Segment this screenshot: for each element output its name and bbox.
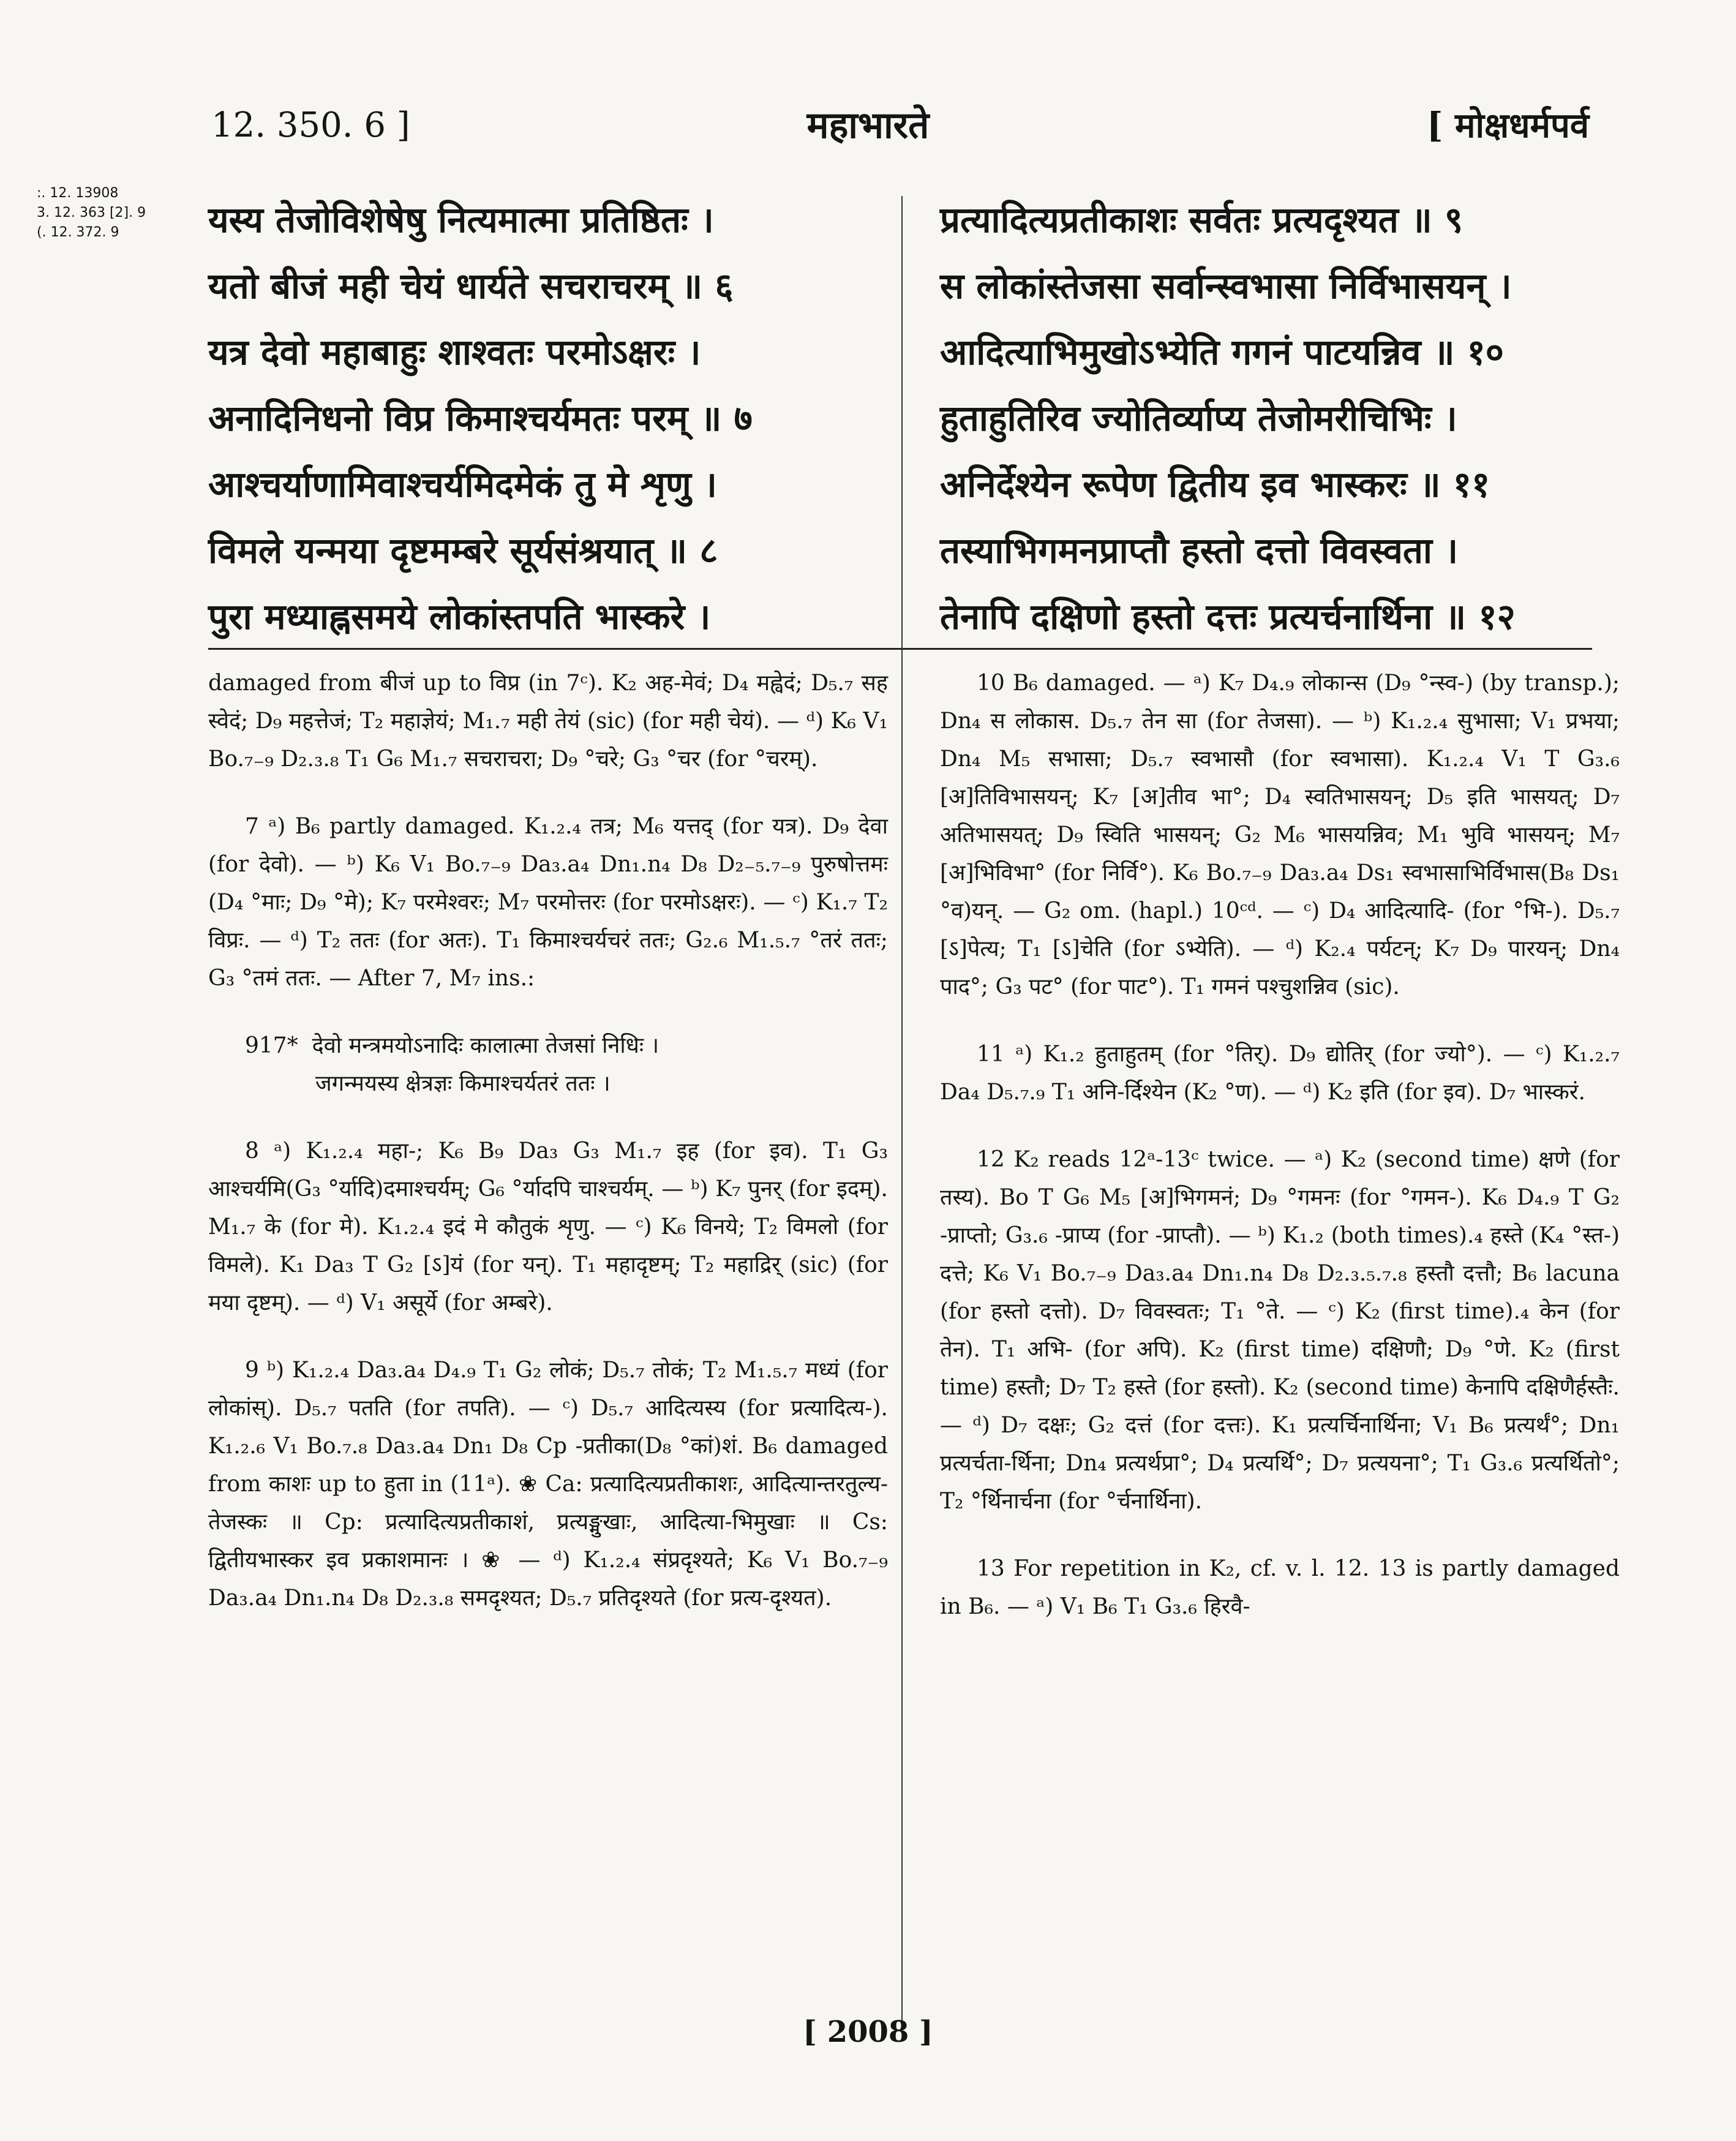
apparatus-note: 7 ᵃ) B₆ partly damaged. K₁.₂.₄ तत्र; M₆ यत्तद् (for यत्र). D₉ देवा (for देवो). — ᵇ) K₆ V₁ Bo.₇₋₉ Da₃.a₄ Dn₁.n₄ D₈ D₂₋₅.₇₋₉ पुरुषोत्तमः (D₄ °माः; D₉ °मे); K₇ परमेश्वरः; M₇ परमोत्तरः (for परमोऽक्षरः). — ᶜ) K₁.₇ T₂ विप्रः. — ᵈ) T₂ ततः (for अतः). T₁ किमाश्चर्यचरं ततः; G₂.₆ M₁.₅.₇ °तरं ततः; G₃ °तमं ततः. — After 7, M₇ ins.: [208, 814, 888, 991]
horizontal-divider [208, 648, 1592, 650]
inserted-passage [245, 1027, 888, 1103]
verse-line: आदित्याभिमुखोऽभ्येति गगनं पाटयन्निव ॥ १० [940, 331, 1504, 373]
margin-reference: (. 12. 372. 9 [37, 225, 119, 240]
insertion-line: जगन्मयस्य क्षेत्रज्ञः किमाश्चर्यतरं ततः । [315, 1071, 611, 1096]
margin-reference: :. 12. 13908 [37, 186, 119, 201]
apparatus-note: 10 B₆ damaged. — ᵃ) K₇ D₄.₉ लोकान्स (D₉ °न्स्व-) (by transp.); Dn₄ स लोकास. D₅.₇ तेन सा (for तेजसा). — ᵇ) K₁.₂.₄ सुभासा; V₁ प्रभया; Dn₄ M₅ सभासा; D₅.₇ स्वभासौ (for स्वभासा). K₁.₂.₄ V₁ T G₃.₆ [अ]तिविभासयन्; K₇ [अ]तीव भा°; D₄ स्वतिभासयन्; D₅ इति भासयत्; D₇ अतिभासयत्; D₉ स्विति भासयन्; G₂ M₆ भासयन्निव; M₁ भुवि भासयन्; M₇ [अ]भिविभा° (for निर्वि°). K₆ Bo.₇₋₉ Da₃.a₄ Ds₁ स्वभासाभिर्विभास(B₈ Ds₁ °व)यन्. — G₂ om. (hapl.) 10ᶜᵈ. — ᶜ) D₄ आदित्यादि- (for °भि-). D₅.₇ [ऽ]पेत्य; T₁ [ऽ]चेति (for ऽभ्येति). — ᵈ) K₂.₄ पर्यटन्; K₇ D₉ पारयन्; Dn₄ पाद°; G₃ पट° (for पाट°). T₁ गमनं पश्चुशन्निव (sic). [940, 671, 1620, 999]
apparatus-note: 13 For repetition in K₂, cf. v. l. 12. 13 is partly damaged in B₆. — ᵃ) V₁ B₆ T₁ G₃.₆ हिरवै- [940, 1556, 1620, 1619]
insertion-line: देवो मन्त्रमयोऽनादिः कालात्मा तेजसां निधिः । [312, 1033, 659, 1058]
column-divider [901, 196, 903, 2027]
apparatus-column-left [208, 664, 888, 1647]
verse-line: हुताहुतिरिव ज्योतिर्व्याप्य तेजोमरीचिभिः । [940, 397, 1457, 439]
verse-line: यतो बीजं मही चेयं धार्यते सचराचरम् ॥ ६ [208, 265, 734, 307]
verse-line: अनिर्देश्येन रूपेण द्वितीय इव भास्करः ॥ ११ [940, 464, 1490, 505]
verse-line: यत्र देवो महाबाहुः शाश्वतः परमोऽक्षरः । [208, 331, 701, 373]
apparatus-note: 8 ᵃ) K₁.₂.₄ महा-; K₆ B₉ Da₃ G₃ M₁.₇ इह (for इव). T₁ G₃ आश्चर्यमि(G₃ °र्यादि)दमाश्चर्यम्; G₆ °र्यादपि चाश्चर्यम्. — ᵇ) K₇ पुनर् (for इदम्). M₁.₇ के (for मे). K₁.₂.₄ इदं मे कौतुकं शृणु. — ᶜ) K₆ विनये; T₂ विमलो (for विमले). K₁ Da₃ T G₂ [ऽ]यं (for यन्). T₁ महादृष्टम्; T₂ महाद्रिर् (sic) (for मया दृष्टम्). — ᵈ) V₁ असूर्ये (for अम्बरे). [208, 1138, 888, 1315]
apparatus-note: 9 ᵇ) K₁.₂.₄ Da₃.a₄ D₄.₉ T₁ G₂ लोकं; D₅.₇ तोकं; T₂ M₁.₅.₇ मध्यं (for लोकांस्). D₅.₇ पतति (for तपति). — ᶜ) D₅.₇ आदित्यस्य (for प्रत्यादित्य-). K₁.₂.₆ V₁ Bo.₇.₈ Da₃.a₄ Dn₁ D₈ Cp -प्रतीका(D₈ °कां)शं. B₆ damaged from काशः up to हुता in (11ᵃ). ❀ Ca: प्रत्यादित्यप्रतीकाशः, आदित्यान्तरतुल्य-तेजस्कः ॥ Cp: प्रत्यादित्यप्रतीकाशं, प्रत्यङ्मुखाः, आदित्या-भिमुखाः ॥ Cs: द्वितीयभास्कर इव प्रकाशमानः । ❀ — ᵈ) K₁.₂.₄ संप्रदृश्यते; K₆ V₁ Bo.₇₋₉ Da₃.a₄ Dn₁.n₄ D₈ D₂.₃.₈ समदृश्यत; D₅.₇ प्रतिदृश्यते (for प्रत्य-दृश्यत). [208, 1358, 888, 1611]
margin-references [37, 184, 146, 243]
verse-line: आश्चर्याणामिवाश्चर्यमिदमेकं तु मे शृणु । [208, 464, 718, 505]
verse-line: तस्याभिगमनप्राप्तौ हस्तो दत्तो विवस्वता । [940, 530, 1459, 571]
verse-column-left [208, 187, 753, 650]
insertion-number: 917* [245, 1033, 298, 1058]
apparatus-note: 12 K₂ reads 12ᵃ-13ᶜ twice. — ᵃ) K₂ (second time) क्षणे (for तस्य). Bo T G₆ M₅ [अ]भिगमनं; D₉ °गमनः (for °गमन-). K₆ D₄.₉ T G₂ -प्राप्तो; G₃.₆ -प्राप्य (for -प्राप्तौ). — ᵇ) K₁.₂ (both times).₄ हस्ते (K₄ °स्त-) दत्ते; K₆ V₁ Bo.₇₋₉ Da₃.a₄ Dn₁.n₄ D₈ D₂.₃.₅.₇.₈ हस्तौ दत्तौ; B₆ lacuna (for हस्तो दत्तो). D₇ विवस्वतः; T₁ °ते. — ᶜ) K₂ (first time).₄ केन (for तेन). T₁ अभि- (for अपि). K₂ (first time) दक्षिणौ; D₉ °णे. K₂ (first time) हस्तौ; D₇ T₂ हस्ते (for हस्तो). K₂ (second time) केनापि दक्षिणैर्हस्तैः. — ᵈ) D₇ दक्षः; G₂ दत्तं (for दत्तः). K₁ प्रत्यर्चिनार्थिना; V₁ B₆ प्रत्यर्थं°; Dn₁ प्रत्यर्चता-र्थिना; Dn₄ प्रत्यर्थप्रा°; D₄ प्रत्यर्थि°; D₇ प्रत्ययना°; T₁ G₃.₆ प्रत्यर्थितो°; T₂ °र्थिनार्चना (for °र्चनार्थिना). [940, 1147, 1620, 1514]
verse-line: विमले यन्मया दृष्टमम्बरे सूर्यसंश्रयात् ॥ ८ [208, 530, 718, 571]
verse-line: प्रत्यादित्यप्रतीकाशः सर्वतः प्रत्यदृश्यत ॥ ९ [940, 199, 1464, 241]
section-title: [ मोक्षधर्मपर्व [1426, 105, 1589, 146]
verse-line: पुरा मध्याह्नसमये लोकांस्तपति भास्करे । [208, 596, 711, 638]
margin-reference: 3. 12. 363 [2]. 9 [37, 205, 146, 220]
verse-line: अनादिनिधनो विप्र किमाश्चर्यमतः परम् ॥ ७ [208, 397, 753, 439]
page-number: [ 2008 ] [803, 2015, 933, 2049]
apparatus-note: 11 ᵃ) K₁.₂ हुताहुतम् (for °तिर्). D₉ द्योतिर् (for ज्यो°). — ᶜ) K₁.₂.₇ Da₄ D₅.₇.₉ T₁ अनि-र्दिश्येन (K₂ °ण). — ᵈ) K₂ इति (for इव). D₇ भास्करं. [940, 1042, 1620, 1105]
verse-line: यस्य तेजोविशेषेषु नित्यमात्मा प्रतिष्ठितः । [208, 199, 714, 241]
verse-line: स लोकांस्तेजसा सर्वान्स्वभासा निर्विभासयन् । [940, 265, 1512, 307]
apparatus-note: damaged from बीजं up to विप्र (in 7ᶜ). K₂ अह-मेवं; D₄ मह्वेदं; D₅.₇ सह स्वेदं; D₉ महत्तेजं; T₂ महाज्ञेयं; M₁.₇ मही तेयं (sic) (for मही चेयं). — ᵈ) K₆ V₁ Bo.₇₋₉ D₂.₃.₈ T₁ G₆ M₁.₇ सचराचरा; D₉ °चरे; G₃ °चर (for °चरम्). [208, 671, 888, 772]
page-verse-reference: 12. 350. 6 ] [211, 105, 410, 145]
running-title: महाभारते [806, 104, 930, 147]
verse-line: तेनापि दक्षिणो हस्तो दत्तः प्रत्यर्चनार्थिना ॥ १२ [940, 596, 1516, 638]
verse-column-right [940, 187, 1516, 650]
apparatus-column-right [940, 664, 1620, 1655]
